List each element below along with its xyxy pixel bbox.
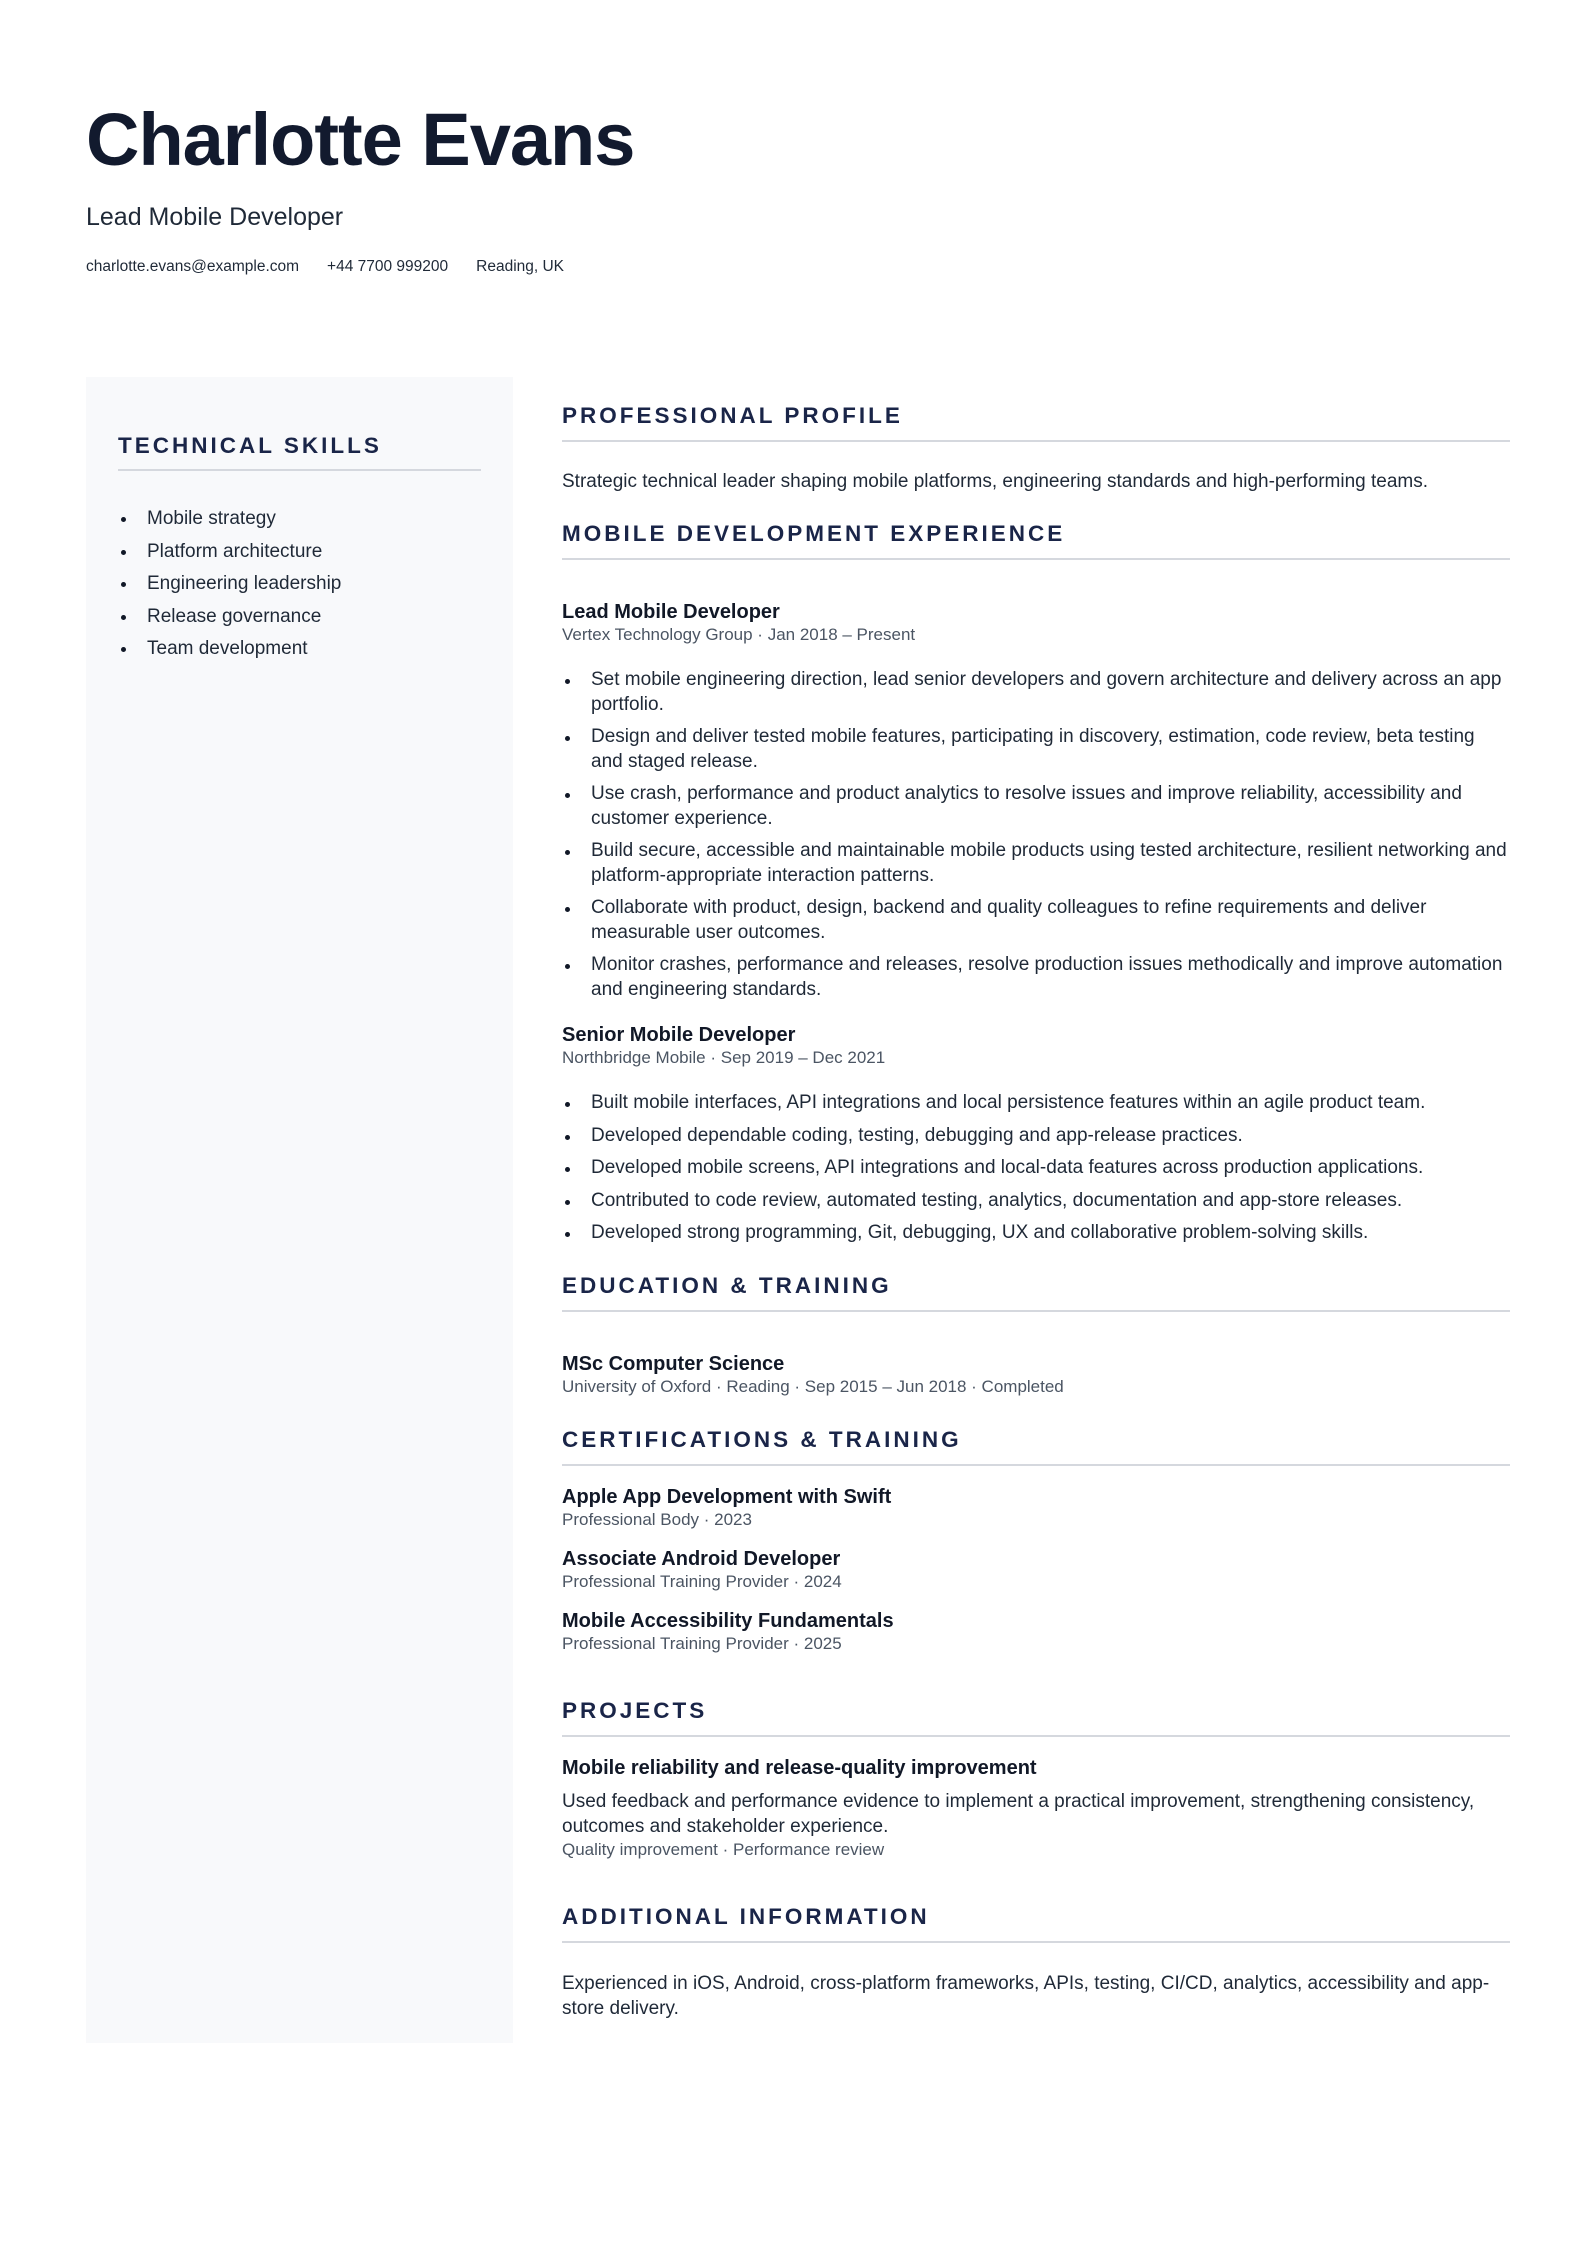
degree-meta: University of Oxford · Reading · Sep 2015 – Jun 2018 · Completed (562, 1376, 1064, 1396)
resume-header (86, 92, 1506, 276)
skills-heading: TECHNICAL SKILLS (118, 433, 481, 471)
contact-location: Reading, UK (476, 258, 565, 275)
job-bullet: Design and deliver tested mobile features, participating in discovery, estimation, code review, beta testing and staged release. (562, 725, 1510, 774)
education-entry (562, 1352, 1510, 1397)
contact-line (86, 258, 1506, 276)
job-bullet: Set mobile engineering direction, lead senior developers and govern architecture and delivery across an app portfolio. (562, 668, 1510, 717)
job-bullet: Collaborate with product, design, backend and quality colleagues to refine requirements and deliver measurable user outcomes. (562, 896, 1510, 945)
profile-section (562, 402, 1510, 494)
job-bullets (562, 668, 1510, 1002)
profile-heading: PROFESSIONAL PROFILE (562, 402, 1510, 442)
job-bullet: Contributed to code review, automated testing, analytics, documentation and app-store releases. (562, 1189, 1510, 1214)
certification-entry (562, 1485, 1510, 1530)
job-bullets (562, 1091, 1510, 1246)
job-bullet: Monitor crashes, performance and releases, resolve production issues methodically and improve automation and engineering standards. (562, 953, 1510, 1002)
job-bullet: Developed dependable coding, testing, debugging and app-release practices. (562, 1124, 1510, 1149)
additional-heading: ADDITIONAL INFORMATION (562, 1903, 1510, 1943)
contact-phone: +44 7700 999200 (327, 258, 449, 275)
job-bullet: Developed strong programming, Git, debugging, UX and collaborative problem-solving skills. (562, 1221, 1510, 1246)
skills-list (118, 503, 481, 666)
job-bullet: Use crash, performance and product analytics to resolve issues and improve reliability, accessibility and customer experience. (562, 782, 1510, 831)
certification-name: Apple App Development with Swift (562, 1485, 892, 1508)
experience-section (562, 520, 1510, 1246)
job-title: Lead Mobile Developer (562, 601, 780, 623)
contact-email: charlotte.evans@example.com (86, 258, 300, 275)
certifications-section (562, 1426, 1510, 1654)
skill-item: Mobile strategy (118, 503, 481, 536)
job-title: Senior Mobile Developer (562, 1024, 796, 1046)
project-entry (562, 1756, 1510, 1860)
certification-entry (562, 1609, 1510, 1654)
candidate-role: Lead Mobile Developer (86, 203, 344, 231)
certification-meta: Professional Training Provider · 2024 (562, 1571, 842, 1591)
certification-meta: Professional Body · 2023 (562, 1509, 752, 1529)
certification-entry (562, 1547, 1510, 1592)
job-bullet: Developed mobile screens, API integrations and local-data features across production applications. (562, 1156, 1510, 1181)
degree-title: MSc Computer Science (562, 1352, 785, 1375)
projects-section (562, 1697, 1510, 1860)
profile-text: Strategic technical leader shaping mobile platforms, engineering standards and high-performing teams. (562, 471, 1429, 492)
job-bullet: Built mobile interfaces, API integrations and local persistence features within an agile product team. (562, 1091, 1510, 1116)
additional-text: Experienced in iOS, Android, cross-platform frameworks, APIs, testing, CI/CD, analytics, accessibility and app-store delivery. (562, 1972, 1490, 2019)
skill-item: Engineering leadership (118, 568, 481, 601)
skill-item: Team development (118, 633, 481, 666)
project-name: Mobile reliability and release-quality improvement (562, 1756, 1037, 1779)
skill-item: Platform architecture (118, 536, 481, 569)
certification-name: Mobile Accessibility Fundamentals (562, 1609, 894, 1632)
job-entry (562, 1023, 1510, 1246)
job-meta: Vertex Technology Group · Jan 2018 – Present (562, 625, 916, 644)
job-entry (562, 600, 1510, 1002)
education-section (562, 1272, 1510, 1397)
certification-name: Associate Android Developer (562, 1547, 841, 1570)
certifications-heading: CERTIFICATIONS & TRAINING (562, 1426, 1510, 1466)
skills-sidebar (86, 377, 513, 2043)
project-description: Used feedback and performance evidence to implement a practical improvement, strengthening consistency, outcomes and stakeholder experience. (562, 1790, 1475, 1837)
certification-meta: Professional Training Provider · 2025 (562, 1633, 842, 1653)
additional-section (562, 1903, 1510, 2021)
job-meta: Northbridge Mobile · Sep 2019 – Dec 2021 (562, 1048, 886, 1067)
education-heading: EDUCATION & TRAINING (562, 1272, 1510, 1312)
job-bullet: Build secure, accessible and maintainable mobile products using tested architecture, resilient networking and platform-appropriate interaction patterns. (562, 839, 1510, 888)
experience-heading: MOBILE DEVELOPMENT EXPERIENCE (562, 520, 1510, 560)
candidate-name: Charlotte Evans (86, 98, 635, 181)
projects-heading: PROJECTS (562, 1697, 1510, 1737)
skill-item: Release governance (118, 601, 481, 634)
project-tags: Quality improvement · Performance review (562, 1839, 885, 1859)
main-column (562, 402, 1510, 2021)
